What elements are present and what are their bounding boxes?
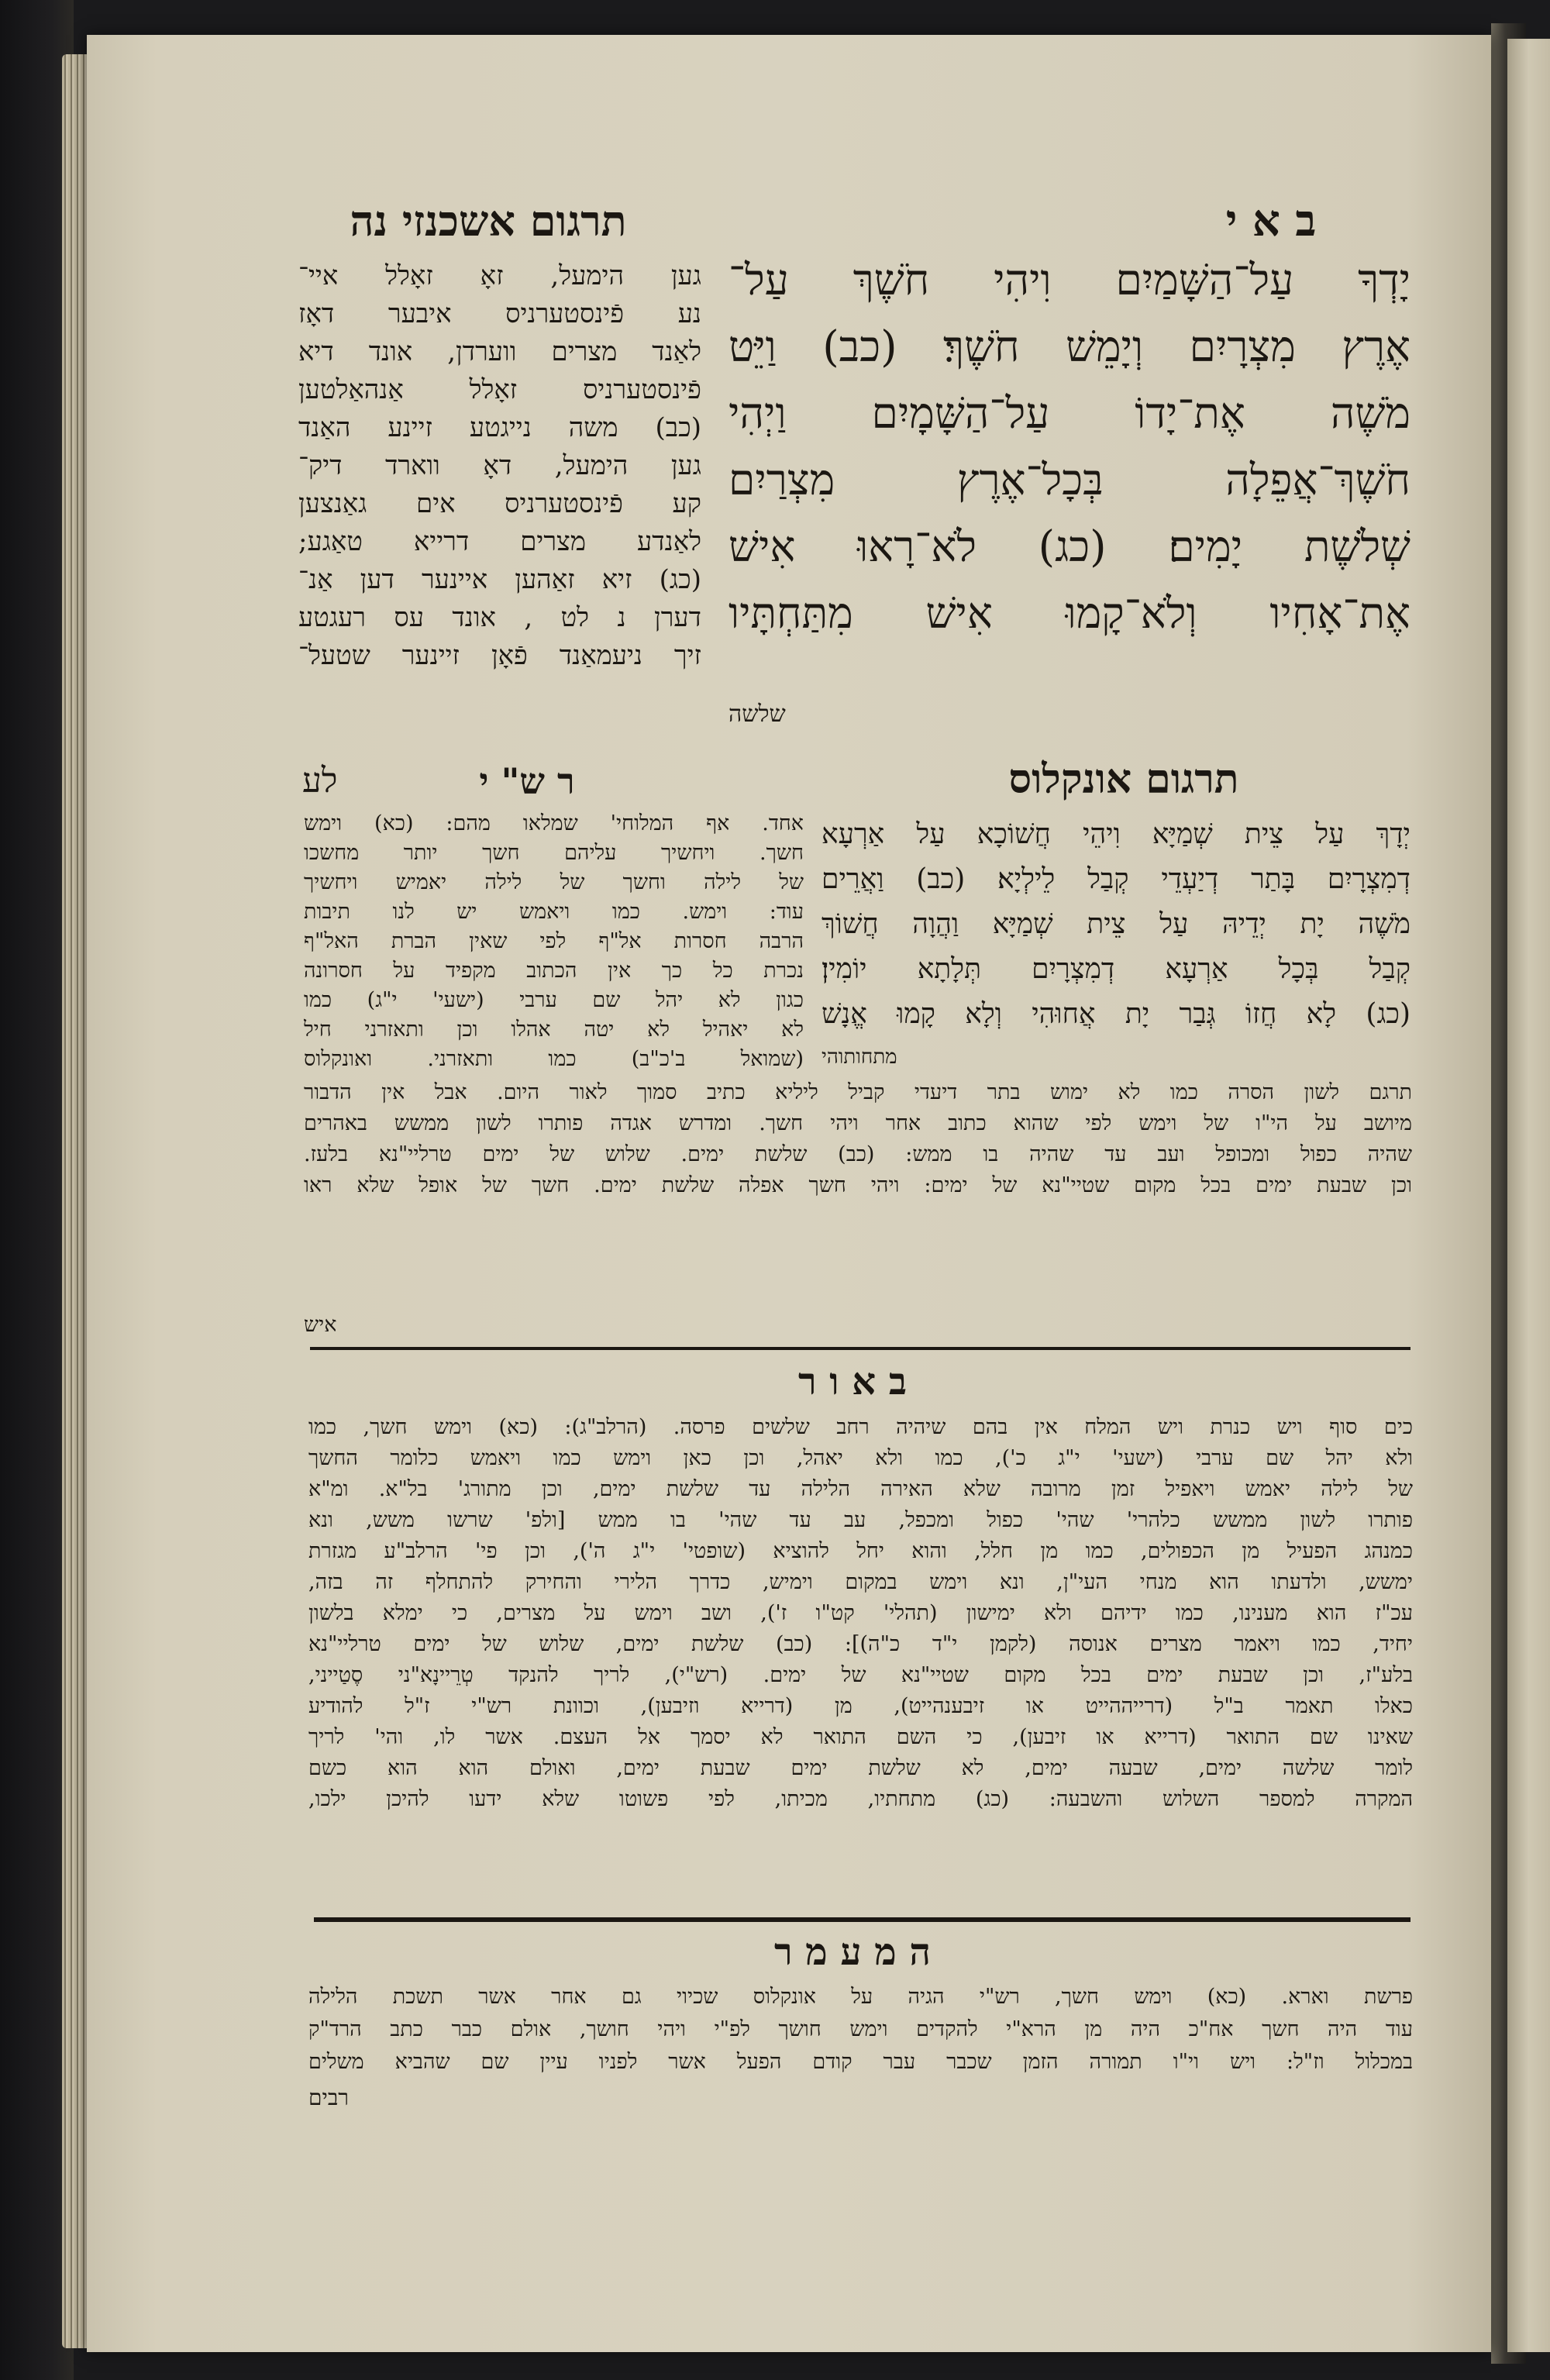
biur-line: כים סוף ויש כנרת ויש המלח אין בהם שיהיה רחב שלשים פרסה. (הרלב"ג): (כא) וימש חשך, כמו	[308, 1415, 1413, 1439]
torah-line: אֶת־אָחִיו וְלֹא־קָמוּ אִישׁ מִתַּחְתָּיו	[728, 588, 1410, 638]
rashi-catchword: איש	[304, 1313, 337, 1337]
rashi-line: לא יאהיל לא יטה אהלו וכן ותאזרני חיל	[304, 1018, 804, 1042]
running-head-left: תרגום אשכנזי נה	[350, 196, 627, 246]
translation-line: (כג) זיא זאַהען איינער דען אַנ־	[298, 564, 701, 595]
biur-line: כאלו תאמר ב"ל (דרייההייט או זיבענהייט), מן (דרייא וזיבען), וכוונת רש"י ז"ל להודיע	[308, 1694, 1413, 1718]
translation-line: דערן נ לט , אונד עס רעגטע	[298, 602, 701, 633]
page-number: לע	[302, 761, 338, 801]
biur-line: ולא יהל שם ערבי (ישעי' י"ג כ'), כמו ולא יאהל, וכן כאן וימש כמו ויאמש כלומר החשך	[308, 1446, 1413, 1470]
section-divider	[314, 1917, 1410, 1922]
biur-line: עכ"ז הוא מענינו, כמו ידיהם ולא ימישון (תהלי' קט"ו ז'), ושב וימש על מצרים, כי ימלא בלשון	[308, 1601, 1413, 1625]
running-head-right: ב א י	[1225, 195, 1317, 246]
onkelos-line: קְבַל בְּכָל אַרְעָא דְמִצְרָיִם תְּלָתָא יוֹמִין׃	[822, 953, 1410, 985]
biur-line: יחיד, כמו ויאמר מצרים אנוסה (לקמן י"ד כ"ה)]: (כב) שלשת ימים, שלוש של ימים טרליי"נא	[308, 1632, 1413, 1656]
translation-line: גען הימעל, דאָ ווארד דיק־	[298, 450, 701, 481]
biur-line: של לילה יאמש ויאפיל זמן מרובה שלא האירה הלילה עד שלשת ימים, וכן מתורג' בל"א. ומ"א	[308, 1477, 1413, 1501]
rashi-line: וכן שבעת ימים בכל מקום שטיי"נא של ימים: ויהי חשך אפלה שלשת ימים. חשך של אופל שלא ראו	[304, 1173, 1412, 1197]
next-page-edge	[1507, 39, 1550, 2352]
translation-line: (כב) משה נייגטע זיינע האַנד	[298, 412, 701, 443]
rashi-line: מיושב על הי"ו של וימש לפי שהוא כתוב אחר ויהי חשך. ומדרש אגדה פותרו לשון ממשש באהרים	[304, 1111, 1412, 1135]
rashi-line: (שמואל ב'כ"ב) כמו ותאזרני. ואונקלוס	[304, 1047, 804, 1071]
translation-line: גען הימעל, זאָ זאָלל איי־	[298, 260, 701, 291]
hameamer-line: במכלול וז"ל: ויש וי"ו תמורה הזמן שכבר עבר קודם הפעל אשר לפניו עיין שם שהביא משלים	[308, 2050, 1413, 2074]
onkelos-line: דְמִצְרָיִם בָּתַר דְיַעְדֵי קְבַל לֵילְיָא׃ (כב) וַאֲרֵים	[822, 863, 1410, 895]
onkelos-heading: תרגום אונקלוס	[1008, 756, 1239, 803]
rashi-line: אחד. אף המלוחי' שמלאו מהם: (כא) וימש	[304, 811, 804, 835]
torah-line: יָדְךָ עַל־הַשָּׁמַיִם וִיהִי חֹשֶׁךְ עַל־	[728, 255, 1410, 305]
hameamer-line: פרשת וארא. (כא) וימש חשך, רש"י הגיה על אונקלוס שכיוי גם אחר אשר תשכת הלילה	[308, 1985, 1413, 2009]
translation-line: קע פֿינסטערניס אים גאַנצען	[298, 488, 701, 519]
hameamer-heading: ה מ ע מ ר	[773, 1931, 932, 1974]
rashi-line: של לילה וחשך של לילה יאמיש ויחשיך	[304, 870, 804, 894]
biur-line: שאינו שם התואר (דרייא או זיבען), כי השם התואר לא יסמך אל העצם. אשר לו, והי' לריך	[308, 1725, 1413, 1749]
rashi-line: חשך. ויחשיך עליהם חשך יותר מחשכו	[304, 841, 804, 865]
rashi-heading: ר ש" י	[479, 760, 575, 802]
biur-line: ימשש, ולדעתו הוא מנחי העי"ן, ונא וימש במקום וימיש, כדרך הלירי והחירק להתחלף זה בזה,	[308, 1570, 1413, 1594]
translation-line: פֿינסטערניס זאָלל אַנהאַלטען	[298, 374, 701, 405]
torah-line: שְׁלֹשֶׁת יָמִים׃ (כג) לֹא־רָאוּ אִישׁ	[728, 522, 1410, 571]
torah-line: חֹשֶׁךְ־אֲפֵלָה בְּכָל־אֶרֶץ מִצְרַיִם	[728, 455, 1410, 505]
onkelos-line: (כג) לָא חֲזוֹ גְּבַר יָת אֲחוּהִי וְלָא קָמוּ אֱנָשׁ	[822, 998, 1410, 1030]
translation-line: נע פֿינסטערניס איבער דאָז	[298, 298, 701, 329]
translation-line: לאַנדע מצרים דרייא טאַגע;	[298, 526, 701, 557]
onkelos-line: יְדָךְ עַל צֵית שְׁמַיָּא וִיהֵי חֲשׁוֹכָא עַל אַרְעָא	[822, 818, 1410, 850]
hameamer-line: עוד היה חשך אח"כ היה מן הרא"י להקדים וימש חושך לפ"י ויהי חושך, אולם כבר כתב הרד"ק	[308, 2017, 1413, 2041]
torah-line: מֹשֶׁה אֶת־יָדוֹ עַל־הַשָּׁמָיִם וַיְהִי	[728, 388, 1410, 438]
biur-line: לומר שלשה ימים, שבעה ימים, לא שלשת ימים שבעת ימים, ואולם הוא הוא כשם	[308, 1756, 1413, 1780]
rashi-line: כגון לא יהל שם ערבי (ישעי' י"ג) כמו	[304, 988, 804, 1012]
section-divider	[310, 1347, 1410, 1350]
biur-line: כמנהג הפעיל מן הכפולים, כמו מן חלל, והוא יחל להוציא (שופטי' י"ג ה'), וכן פי' הרלב"ע מגזרת	[308, 1539, 1413, 1563]
biur-line: פותרו לשון ממשש כלהרי' שהי' כפול ומכפל, עב עד שהי' בו ממש [ולפ' שרשו משש, ונא	[308, 1508, 1413, 1532]
translation-line: לאַנד מצרים ווערדן, אונד דיא	[298, 336, 701, 367]
rashi-line: נכרת כל כך אין הכתוב מקפיד על חסרונה	[304, 959, 804, 983]
biur-line: בלע"ז, וכן שבעת ימים בכל מקום שטיי"נא של ימים. (רש"י), לריך להנקד טְרֵיינָא"ני סֶטַייני,	[308, 1663, 1413, 1687]
rashi-line: תרגם לשון הסרה כמו לא ימוש בתר דיעדי קביל ליליא כתיב סמוך לאור היום. אבל אין הדבור	[304, 1080, 1412, 1104]
torah-line: אֶרֶץ מִצְרָיִם וְיָמֵשׁ חֹשֶׁךְ׃ (כב) וַיֵּט	[728, 322, 1410, 371]
biur-heading: ב א ו ר	[798, 1360, 907, 1404]
translation-line: זיך ניעמאַנד פֿאָן זיינער שטעל־	[298, 640, 701, 671]
hameamer-catchword: רבים	[308, 2085, 350, 2110]
onkelos-catchword: מתחותוהי	[822, 1045, 897, 1069]
rashi-line: עוד: וימש. כמו ויאמש יש לנו תיבות	[304, 900, 804, 924]
onkelos-line: מֹשֶׁה יָת יְדֵיהּ עַל צֵית שְׁמַיָּא וַהֲוָה חֲשׁוֹךְ	[822, 908, 1410, 940]
biur-line: המקרה למספר השלוש והשבעה: (כג) מתחתיו, מכיתו, לפי פשוטו שלא ידעו להיכן ילכו,	[308, 1787, 1413, 1811]
torah-catchword: שלשה	[728, 701, 786, 728]
rashi-line: שהיה כפול ומכופל ועב עד שהיה בו ממש: (כב) שלשת ימים. שלוש של ימים טרליי"נא בלעז.	[304, 1142, 1412, 1166]
rashi-line: הרבה חסרות אל"ף לפי שאין הברת האל"ף	[304, 929, 804, 953]
